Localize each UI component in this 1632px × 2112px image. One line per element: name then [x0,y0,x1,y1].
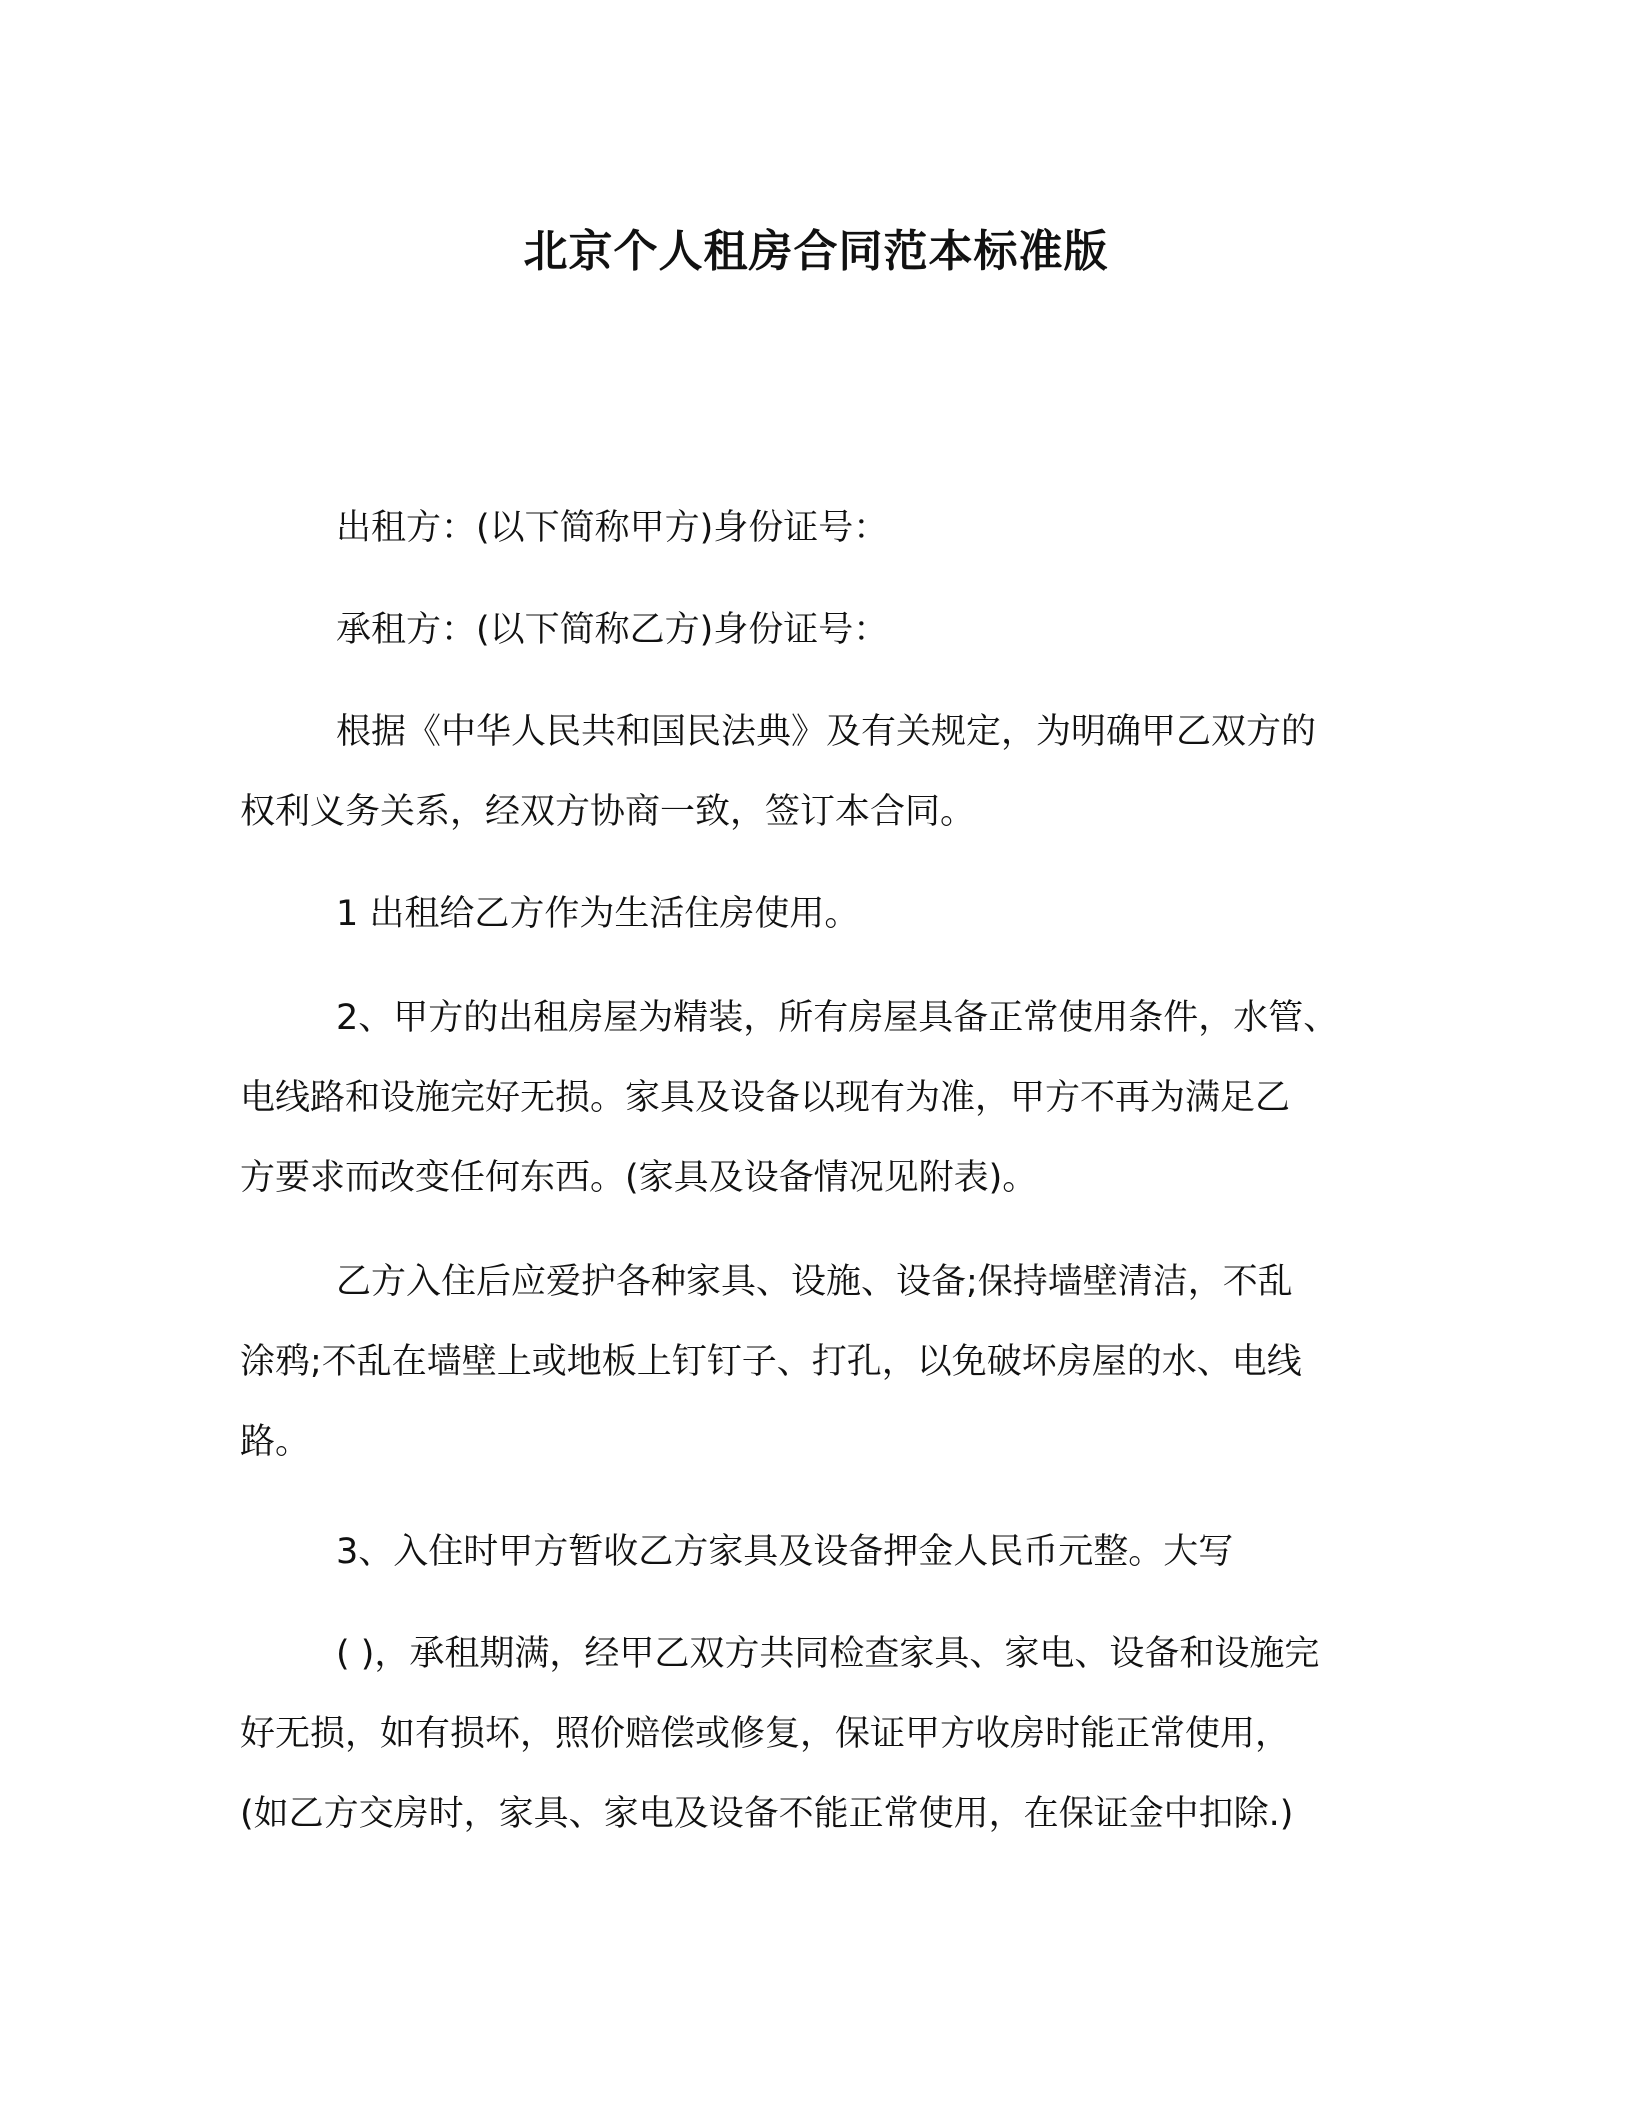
paragraph-line: 乙方入住后应爱护各种家具、设施、设备;保持墙壁清洁，不乱 [336,1262,1293,1302]
deposit-terms-paragraph [240,1614,1392,1854]
clause-2-paragraph [240,978,1392,1218]
paragraph-line: 根据《中华人民共和国民法典》及有关规定，为明确甲乙双方的 [336,712,1317,752]
paragraph-line: ( )，承租期满，经甲乙双方共同检查家具、家电、设备和设施完 [336,1634,1320,1674]
paragraph-line: 路。 [240,1422,311,1462]
paragraph-line: 出租方：(以下简称甲方)身份证号： [336,508,889,548]
paragraph-line: 3、入住时甲方暂收乙方家具及设备押金人民币元整。大写 [336,1532,1234,1572]
legal-basis-paragraph [240,692,1392,852]
document-body [240,488,1392,1854]
paragraph-line: 承租方：(以下简称乙方)身份证号： [336,610,889,650]
clause-3-paragraph [240,1512,1392,1592]
paragraph-line: 方要求而改变任何东西。(家具及设备情况见附表)。 [240,1158,1038,1198]
paragraph-line: 涂鸦;不乱在墙壁上或地板上钉钉子、打孔，以免破坏房屋的水、电线 [240,1342,1302,1382]
document-title: 北京个人租房合同范本标准版 [523,226,1109,277]
lessee-paragraph [240,590,1392,670]
clause-1-paragraph [240,874,1392,954]
paragraph-line: 权利义务关系，经双方协商一致，签订本合同。 [240,792,976,832]
tenant-care-paragraph [240,1242,1392,1482]
paragraph-line: 2、甲方的出租房屋为精装，所有房屋具备正常使用条件，水管、 [336,998,1339,1038]
paragraph-line: 好无损，如有损坏，照价赔偿或修复，保证甲方收房时能正常使用， [240,1714,1291,1754]
paragraph-line: 1 出租给乙方作为生活住房使用。 [336,894,860,934]
paragraph-line: (如乙方交房时，家具、家电及设备不能正常使用，在保证金中扣除.) [240,1794,1294,1834]
lessor-paragraph [240,488,1392,568]
paragraph-line: 电线路和设施完好无损。家具及设备以现有为准，甲方不再为满足乙 [240,1078,1291,1118]
